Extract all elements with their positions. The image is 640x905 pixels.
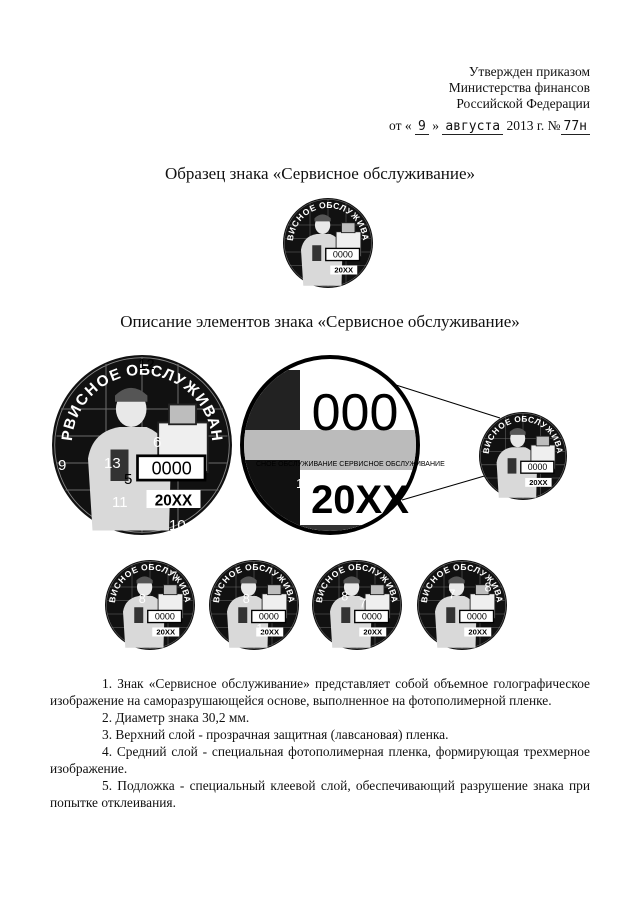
variant-2-callout-8 <box>243 592 250 606</box>
callout-6: 6 <box>153 434 162 451</box>
description-item-2: 2. Диаметр знака 30,2 мм. <box>102 710 250 725</box>
order-mid: » <box>432 118 439 133</box>
order-number: 77н <box>561 119 590 135</box>
variant-1-callout-7 <box>170 569 177 583</box>
variant-2-code <box>259 611 279 621</box>
sample-badge-code <box>333 249 353 259</box>
callout-11: 11 <box>112 494 128 511</box>
zoom-callout-11: 11 <box>296 476 310 491</box>
reference-badge <box>479 412 567 500</box>
zoom-code: 000 <box>311 384 399 442</box>
annotated-badge-code <box>152 459 192 479</box>
sample-badge <box>283 198 373 288</box>
variant-1-callout-8 <box>139 592 146 606</box>
zoom-detail <box>240 357 505 550</box>
callout-12: 12 <box>138 356 155 373</box>
variant-4-callout-7 <box>449 587 456 601</box>
order-day: 9 <box>415 119 429 135</box>
order-year: 2013 г. № <box>506 118 561 133</box>
description-item-3: 3. Верхний слой - прозрачная защитная (лавсановая) пленка. <box>102 727 449 742</box>
description-list <box>50 675 590 811</box>
callout-10: 10 <box>169 517 186 534</box>
variant-3-callout-7 <box>359 596 366 610</box>
reference-badge-year <box>529 478 547 487</box>
variant-badge-4 <box>417 560 507 650</box>
variant-4-code <box>467 611 487 621</box>
variant-4-callout-8 <box>485 581 492 595</box>
approval-line-1: Утвержден приказом <box>468 64 590 79</box>
sample-title: Образец знака «Сервисное обслуживание» <box>165 164 475 183</box>
variant-badge-3 <box>312 560 402 650</box>
variant-1-code <box>155 611 175 621</box>
order-prefix: от « <box>389 118 412 133</box>
variant-badge-2 <box>209 560 299 650</box>
zoom-year: 20ХХ <box>311 478 409 522</box>
description-item-1: 1. Знак «Сервисное обслуживание» представляет собой объемное голографическое изображение на саморазрушающейся основе, выполненное на фотополимерной пленке. <box>50 676 590 708</box>
description-item-5: 5. Подложка - специальный клеевой слой, обеспечивающий разрушение знака при попытке отклеивания. <box>50 778 590 810</box>
description-title: Описание элементов знака «Сервисное обслуживание» <box>120 312 520 331</box>
description-item-4: 4. Средний слой - специальная фотополимерная пленка, формирующая трехмерное изображение. <box>50 744 590 776</box>
order-month: августа <box>442 119 503 135</box>
callout-5: 5 <box>124 471 133 488</box>
variant-3-callout-8 <box>341 590 348 604</box>
approval-line-3: Российской Федерации <box>456 96 590 111</box>
annotated-badge <box>52 355 232 535</box>
variant-1-year <box>156 628 176 637</box>
sample-badge-year <box>334 266 354 275</box>
variant-3-code <box>362 611 382 621</box>
approval-line-2: Министерства финансов <box>448 80 590 95</box>
variant-badge-1 <box>105 560 195 650</box>
variant-3-year <box>363 628 383 637</box>
annotated-badge-year <box>155 492 193 509</box>
variant-2-callout-1 <box>256 622 263 636</box>
variant-4-year <box>468 628 488 637</box>
callout-9: 9 <box>58 457 67 474</box>
callout-13: 13 <box>104 455 121 472</box>
zoom-micro-text: СНОЕ ОБСЛУЖИВАНИЕ СЕРВИСНОЕ ОБСЛУЖИВАНИЕ <box>256 461 445 468</box>
reference-badge-code <box>528 462 548 472</box>
